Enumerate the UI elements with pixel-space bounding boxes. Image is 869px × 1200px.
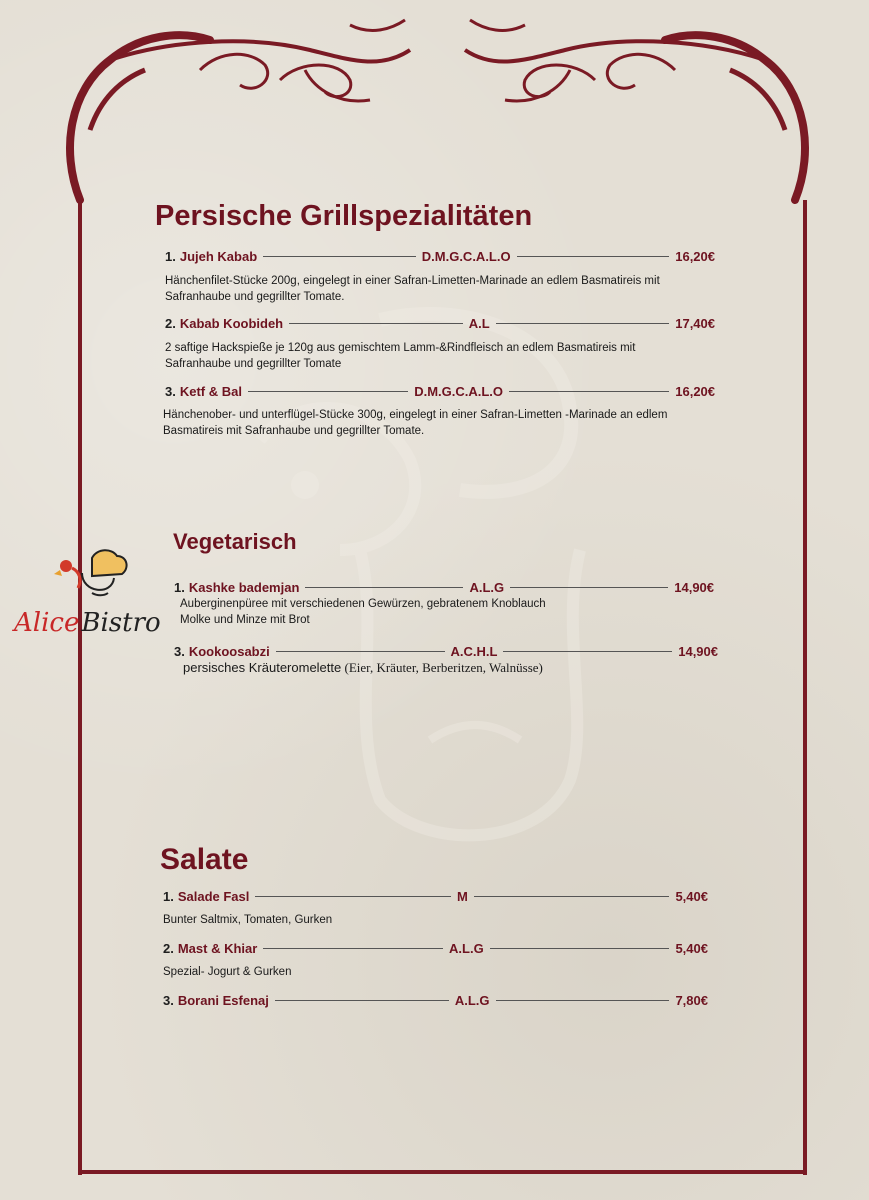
bistro-logo: [14, 548, 186, 658]
logo-bistro: Bistro: [81, 608, 161, 638]
item-name: Jujeh Kabab: [179, 248, 258, 264]
chef-chicken-icon: [52, 548, 132, 610]
menu-item-row: [174, 642, 718, 660]
flourish-left-ornament: [50, 10, 420, 210]
item-name: Kashke bademjan: [188, 579, 300, 595]
grill-section-title: Persische Grillspezialitäten: [155, 200, 533, 232]
item-number: 3.: [174, 643, 185, 659]
menu-item-row: [165, 382, 715, 400]
item-number: 2.: [165, 315, 176, 331]
frame-left-line: [78, 200, 82, 1175]
allergen-code: A.L.G: [454, 992, 490, 1008]
leader-line: [289, 323, 463, 324]
item-name: Mast & Khiar: [177, 940, 258, 956]
menu-item-row: [174, 578, 714, 596]
item-number: 3.: [163, 992, 174, 1008]
item-description: Hänchenober- und unterflügel-Stücke 300g, eingelegt in einer Safran-Limetten -Marinade an edlem Basmatireis mit Safranhaube und gegrillter Tomate.: [163, 409, 668, 437]
flourish-right-ornament: [455, 10, 825, 210]
menu-item-row: [163, 887, 708, 905]
item-number: 1.: [174, 579, 185, 595]
item-description: Bunter Saltmix, Tomaten, Gurken: [163, 914, 333, 926]
item-name: Kookoosabzi: [188, 643, 270, 659]
item-price: 7,80€: [675, 992, 708, 1008]
allergen-code: A.L.G: [449, 940, 484, 956]
leader-line: [490, 948, 670, 949]
item-description: persisches Kräuteromelette (Eier, Kräuter, Berberitzen, Walnüsse): [183, 660, 543, 675]
leader-line: [263, 948, 443, 949]
allergen-code: A.L: [468, 315, 490, 331]
leader-line: [503, 651, 672, 652]
leader-line: [305, 587, 463, 588]
logo-alice: Alice: [14, 608, 80, 638]
leader-line: [263, 256, 416, 257]
item-price: 14,90€: [678, 643, 718, 659]
allergen-code: A.L.G: [469, 579, 505, 595]
leader-line: [255, 896, 451, 897]
item-name: Borani Esfenaj: [177, 992, 269, 1008]
leader-line: [517, 256, 670, 257]
item-description: 2 saftige Hackspieße je 120g aus gemischtem Lamm-&Rindfleisch an edlem Basmatireis mit Safranhaube und gegrillter Tomate: [165, 342, 636, 370]
logo-text: [14, 608, 161, 638]
salads-section-title: Salate: [160, 843, 249, 876]
vegetarian-section-title: Vegetarisch: [173, 529, 297, 554]
item-name: Kabab Koobideh: [179, 315, 284, 331]
leader-line: [248, 391, 408, 392]
leader-line: [509, 391, 669, 392]
allergen-code: A.C.H.L: [450, 643, 498, 659]
item-price: 17,40€: [675, 315, 715, 331]
leader-line: [510, 587, 668, 588]
item-number: 1.: [165, 248, 176, 264]
frame-right-line: [803, 200, 807, 1175]
leader-line: [275, 1000, 449, 1001]
leader-line: [474, 896, 670, 897]
menu-item-row: [165, 247, 715, 265]
item-price: 16,20€: [675, 383, 716, 399]
item-description: Hänchenfilet-Stücke 200g, eingelegt in einer Safran-Limetten-Marinade an edlem Basmatireis mit Safranhaube und gegrillter Tomate.: [165, 275, 660, 303]
item-number: 3.: [165, 383, 176, 399]
menu-item-row: [163, 991, 708, 1009]
item-number: 1.: [163, 888, 174, 904]
menu-item-row: [165, 314, 715, 332]
item-number: 2.: [163, 940, 174, 956]
item-price: 5,40€: [675, 888, 708, 904]
allergen-code: D.M.G.C.A.L.O: [421, 248, 511, 264]
leader-line: [496, 323, 670, 324]
leader-line: [496, 1000, 670, 1001]
item-price: 16,20€: [675, 248, 715, 264]
item-description: Auberginenpüree mit verschiedenen Gewürzen, gebratenem Knoblauch Molke und Minze mit Brot: [180, 598, 546, 626]
item-description: Spezial- Jogurt & Gurken: [163, 966, 292, 978]
leader-line: [276, 651, 445, 652]
menu-item-row: [163, 939, 708, 957]
item-price: 14,90€: [674, 579, 715, 595]
frame-bottom-line: [78, 1170, 807, 1174]
allergen-code: D.M.G.C.A.L.O: [414, 383, 504, 399]
item-price: 5,40€: [675, 940, 708, 956]
item-name: Ketf & Bal: [179, 383, 242, 399]
item-name: Salade Fasl: [177, 888, 250, 904]
allergen-code: M: [457, 888, 468, 904]
